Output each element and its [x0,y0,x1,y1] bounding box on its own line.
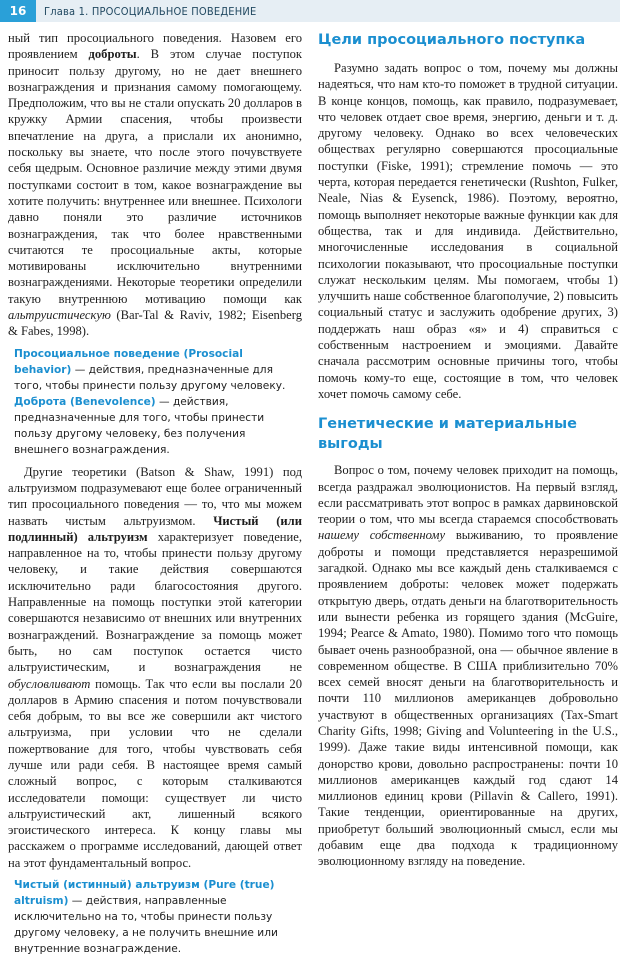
running-header [0,0,620,22]
right-column [318,30,618,870]
paragraph-goals: Разумно задать вопрос о том, почему мы должны надеяться, что нам кто-то поможет в трудной ситуации. В конце концов, помощь, как правило, подразумевает, что человек отдает свое время, энергию, деньги и т. д. другому человеку. Однако во всех человеческих обществах регулярно совершаются просоциальные поступки (Fiske, 1991); стремление помочь — это черта, которая передается генетически (Rushton, Fulker, Neale, Nias & Eysenck, 1986). Поэтому, вероятно, помощь выполняет некоторые важные функции как для общества, так и для индивида. Действительно, многочисленные исследования в социальной психологии показывают, что просоциальные поступки служат нескольким целям. Мы помогаем, чтобы 1) улучшить наше собственное благополучие, 2) повысить социальный статус и заслужить одобрение других, 3) поддержать наш образ «я» и 4) справиться с собственным настроением и эмоциями. Давайте сначала рассмотрим основные причины того, чтобы помочь кому-то еще, состоящие в том, что человек хочет помочь самому себе. [318,61,618,401]
paragraph-benevolence: ный тип просоциального поведения. Назовем его проявлением доброты. В этом случае поступок приносит пользу другому, но не дает внешнего вознаграждения и признания самому помогающему. Предположим, что вы не стали опускать 20 долларов в кружку Армии спасения, чтобы произвести впечатление на друга, а прислали их анонимно, поскольку вы знаете, что после этого почувствуете себя щедрым. Основное различие между этими двумя поступками состоит в том, какое вознаграждение вы хотите получить: внутреннее или внешнее. Психологи давно поняли это различие источников вознаграждения, так что более нравственными считаются те просоциальные акты, которые мотивированы исключительно внутренними вознаграждениями. Некоторые теоретики определили такую внутреннюю мотивацию помощи как альтруистическую (Bar-Tal & Raviv, 1982; Eisenberg & Fabes, 1998). [8,31,303,339]
definition-benevolence: Доброта (Benevolence) — действия, предназначенные для того, чтобы принести пользу другому человеку, без получения внешнего вознаграждения. [14,395,265,456]
section-heading-goals: Цели просоциального поступка [318,32,586,48]
left-column [8,30,302,963]
paragraph-genetic: Вопрос о том, почему человек приходит на помощь, всегда раздражал эволюционистов. На первый взгляд, если рассматривать этот вопрос в рамках дарвиновской теории о том, что мы всегда стараемся способствовать нашему собственному выживанию, то проявление доброты и помощи представляется неразрешимой загадкой. Однако мы все каждый день сталкиваемся с проявлением доброты: человек может подержать открытую дверь, отдать деньги на благотворительность или вынести ребенка из горящего здания (McGuire, 1994; Pearce & Amato, 1980). Помимо того что помощь бывает очень разнообразной, она — обычное явление в современном обществе. В США приблизительно 70% всех семей вносят деньги на благотворительность и почти 110 миллионов американцев добровольно участвуют в общественных организациях (Tax-Smart Charity Gifts, 1998; Giving and Volunteering in the U.S., 1999). Даже такие виды интенсивной помощи, как донорство крови, довольно распространены: почти 10 миллионов американцев каждый год сдают 14 миллионов единиц крови (Pillavin & Callero, 1991). Такие тенденции, ориентированные на других, приобретут больший эволюционный смысл, если мы добавим еще два подхода к традиционному эволюционному взгляду на поведение. [318,463,618,869]
term-pure-altruism: Чистый (или подлинный) альтруизм [8,513,302,544]
definition-pure-altruism: Чистый (истинный) альтруизм (Pure (true) altruism) — действия, направленные исключительно на то, чтобы принести пользу другому человеку, а не получить внешние или внутренние вознаграждение. [14,879,278,956]
definitions-block [8,346,302,458]
section-heading-genetic: Генетические и материальные выгоды [318,416,577,453]
definitions-block-2 [8,877,302,957]
paragraph-pure-altruism: Другие теоретики (Batson & Shaw, 1991) под альтруизмом подразумевают еще более ограниченный тип просоциального поведения — то, что мы можем назвать чистым альтруизмом. Чистый (или подлинный) альтруизм характеризует поведение, направленное на то, чтобы принести пользу другому человеку, и такие действия совершаются исключительно ради благосостояния другого. Направленные на помощь поступки этой категории совершаются независимо от внешних или внутренних вознаграждений. Вознаграждение за помощь может быть, но сам поступок остается чисто альтруистическим, и вознаграждения не обусловливают помощь. Так что если вы послали 20 долларов в Армию спасения и потом почувствовали себя добрым, то вы все же совершили акт чистого альтруизма, при условии что не сделали пожертвование для того, чтобы чувствовать себя лучше или ради себя. В настоящее время самый сложный вопрос, с которым сталкиваются исследователи помощи: существует ли чисто альтруистический акт, лишенный всякого эгоистического интереса. К концу главы мы расскажем о программе исследований, дающей ответ на этот фундаментальный вопрос. [8,464,302,870]
term-benevolence: доброты [88,47,137,62]
definition-prosocial: Просоциальное поведение (Prosocial behavior) — действия, предназначенные для того, чтобы принести пользу другому человеку. [14,347,286,392]
page-number: 16 [0,0,36,22]
chapter-title: Глава 1. ПРОСОЦИАЛЬНОЕ ПОВЕДЕНИЕ [36,0,620,22]
